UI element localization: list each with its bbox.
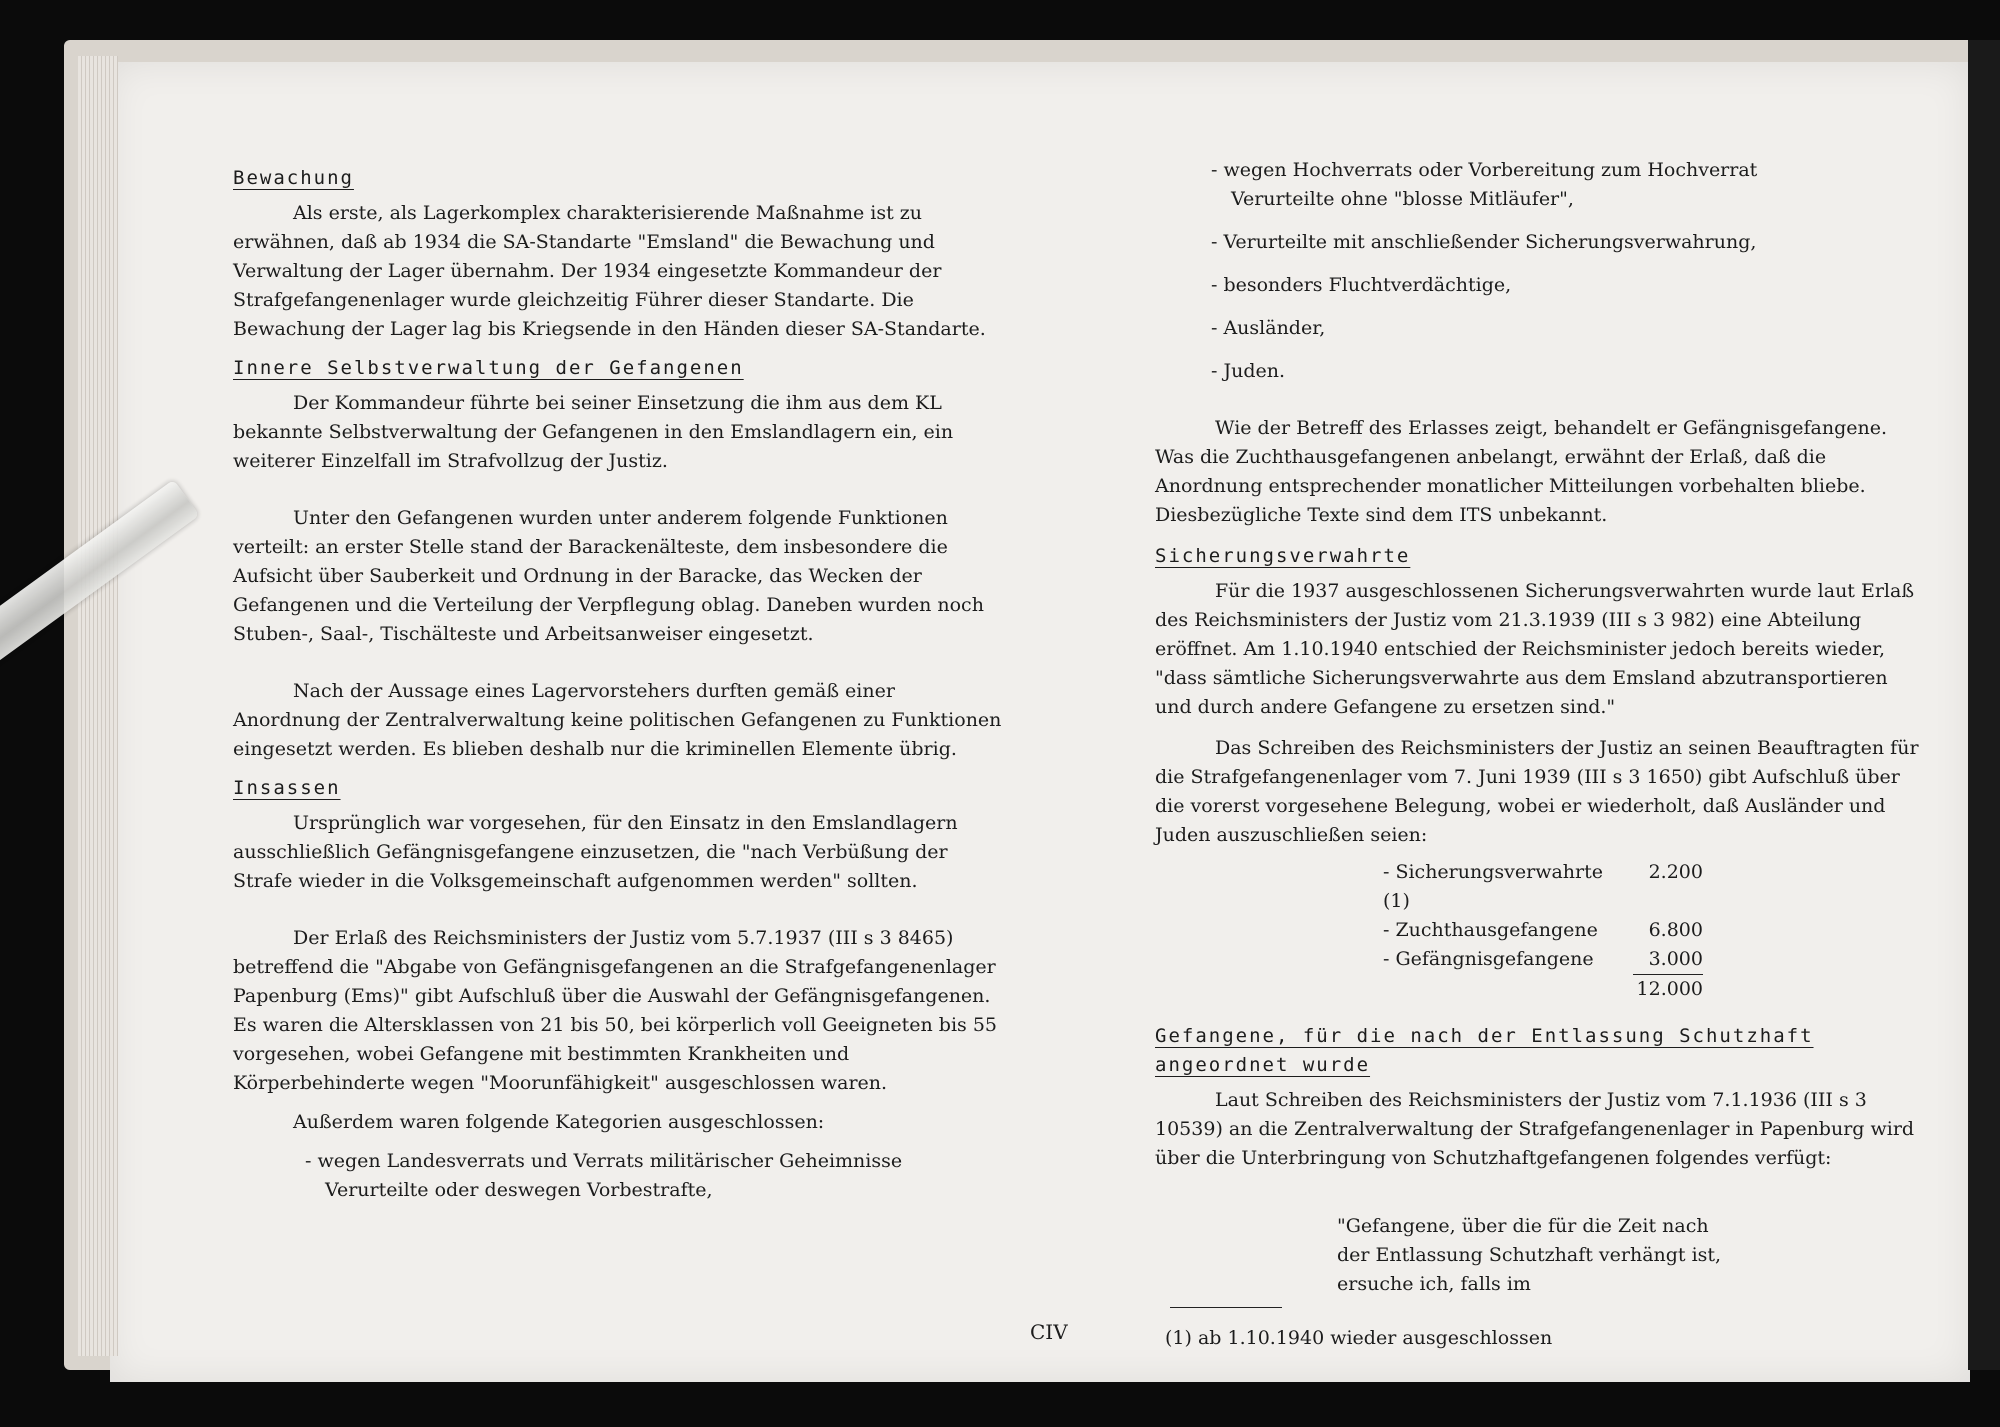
table-value: 3.000	[1648, 948, 1703, 970]
quotation: "Gefangene, über die für die Zeit nach der Entlassung Schutzhaft verhängt ist, ersuche ich, falls im	[1337, 1215, 1722, 1295]
section-heading: Sicherungsverwahrte	[1155, 545, 1411, 567]
page-number: CIV	[1030, 1320, 1068, 1344]
list-item: - Verurteilte mit anschließender Sicherungsverwahrung,	[1211, 231, 1757, 253]
table-label: - Gefängnisgefangene	[1383, 948, 1594, 970]
table-row	[1383, 858, 1925, 916]
right-column	[1155, 156, 1925, 1173]
page-stack	[78, 56, 118, 1356]
list-item: - wegen Landesverrats und Verrats militärischer Geheimnisse Verurteilte oder deswegen Vorbestrafte,	[305, 1150, 903, 1201]
list-item: - Ausländer,	[1211, 317, 1326, 339]
paragraph: Ursprünglich war vorgesehen, für den Einsatz in den Emslandlagern ausschließlich Gefängnisgefangene einzusetzen, die "nach Verbüßung der Strafe wieder in die Volksgemeinschaft aufgenommen werden" sollten.	[233, 812, 958, 892]
allocation-table	[1155, 858, 1925, 1004]
background-right	[1968, 40, 2000, 1370]
paragraph: Für die 1937 ausgeschlossenen Sicherungsverwahrten wurde laut Erlaß des Reichsministers der Justiz vom 21.3.1939 (III s 3 982) eine Abteilung eröffnet. Am 1.10.1940 entschied der Reichsminister jedoch bereits wieder, "dass sämtliche Sicherungsverwahrte aus dem Emsland abzutransportieren und durch andere Gefangene zu ersetzen sind."	[1155, 580, 1915, 718]
list-item: - Juden.	[1211, 360, 1285, 382]
paragraph: Das Schreiben des Reichsministers der Justiz an seinen Beauftragten für die Strafgefangenenlager vom 7. Juni 1939 (III s 3 1650) gibt Aufschluß über die vorerst vorgesehene Belegung, wobei er wiederholt, daß Ausländer und Juden auszuschließen seien:	[1155, 737, 1919, 846]
paragraph: Wie der Betreff des Erlasses zeigt, behandelt er Gefängnisgefangene. Was die Zuchthausgefangenen anbelangt, erwähnt der Erlaß, daß die Anordnung entsprechender monatlicher Mitteilungen vorbehalten bliebe. Diesbezügliche Texte sind dem ITS unbekannt.	[1155, 417, 1887, 526]
table-label: - Zuchthausgefangene	[1383, 919, 1598, 941]
section-heading: Insassen	[233, 777, 341, 799]
table-value: 6.800	[1648, 919, 1703, 941]
section-heading: Innere Selbstverwaltung der Gefangenen	[233, 357, 744, 379]
table-label: - Sicherungsverwahrte (1)	[1383, 861, 1603, 912]
paragraph: Als erste, als Lagerkomplex charakterisierende Maßnahme ist zu erwähnen, daß ab 1934 die SA-Standarte "Emsland" die Bewachung und Verwaltung der Lager übernahm. Der 1934 eingesetzte Kommandeur der Strafgefangenenlager wurde gleichzeitig Führer dieser Standarte. Die Bewachung der Lager lag bis Kriegsende in den Händen dieser SA-Standarte.	[233, 202, 986, 340]
table-row	[1383, 945, 1925, 974]
section-heading: Bewachung	[233, 167, 354, 189]
footnote-rule	[1170, 1307, 1282, 1308]
list-item: - besonders Fluchtverdächtige,	[1211, 274, 1512, 296]
table-value: 2.200	[1648, 861, 1703, 883]
footnote: (1) ab 1.10.1940 wieder ausgeschlossen	[1165, 1327, 1553, 1349]
paragraph: Laut Schreiben des Reichsministers der Justiz vom 7.1.1936 (III s 3 10539) an die Zentralverwaltung der Strafgefangenenlager in Papenburg wird über die Unterbringung von Schutzhaftgefangenen folgendes verfügt:	[1155, 1089, 1915, 1169]
table-row	[1383, 916, 1925, 945]
paragraph: Der Erlaß des Reichsministers der Justiz vom 5.7.1937 (III s 3 8465) betreffend die "Abgabe von Gefängnisgefangenen an die Strafgefangenenlager Papenburg (Ems)" gibt Aufschluß über die Auswahl der Gefängnisgefangenen. Es waren die Altersklassen von 21 bis 50, bei körperlich voll Geeigneten bis 55 vorgesehen, wobei Gefangene mit bestimmten Krankheiten und Körperbehinderte wegen "Moorunfähigkeit" ausgeschlossen waren.	[233, 927, 998, 1094]
table-total: 12.000	[1633, 974, 1703, 1004]
left-column	[233, 164, 1008, 1205]
paragraph: Unter den Gefangenen wurden unter anderem folgende Funktionen verteilt: an erster Stelle stand der Barackenälteste, dem insbesondere die Aufsicht über Sauberkeit und Ordnung in der Baracke, das Wecken der Gefangenen und die Verteilung der Verpflegung oblag. Daneben wurden noch Stuben-, Saal-, Tischälteste und Arbeitsanweiser eingesetzt.	[233, 507, 984, 645]
paragraph: Außerdem waren folgende Kategorien ausgeschlossen:	[293, 1111, 825, 1133]
background-bottom	[0, 1382, 2000, 1427]
paragraph: Nach der Aussage eines Lagervorstehers durften gemäß einer Anordnung der Zentralverwaltung keine politischen Gefangenen zu Funktionen eingesetzt werden. Es blieben deshalb nur die kriminellen Elemente übrig.	[233, 680, 1002, 760]
list-item: - wegen Hochverrats oder Vorbereitung zum Hochverrat Verurteilte ohne "blosse Mitläufer",	[1211, 159, 1758, 210]
section-heading: Gefangene, für die nach der Entlassung Schutzhaft angeordnet wurde	[1155, 1025, 1814, 1076]
paragraph: Der Kommandeur führte bei seiner Einsetzung die ihm aus dem KL bekannte Selbstverwaltung der Gefangenen in den Emslandlagern ein, ein weiterer Einzelfall im Strafvollzug der Justiz.	[233, 392, 954, 472]
